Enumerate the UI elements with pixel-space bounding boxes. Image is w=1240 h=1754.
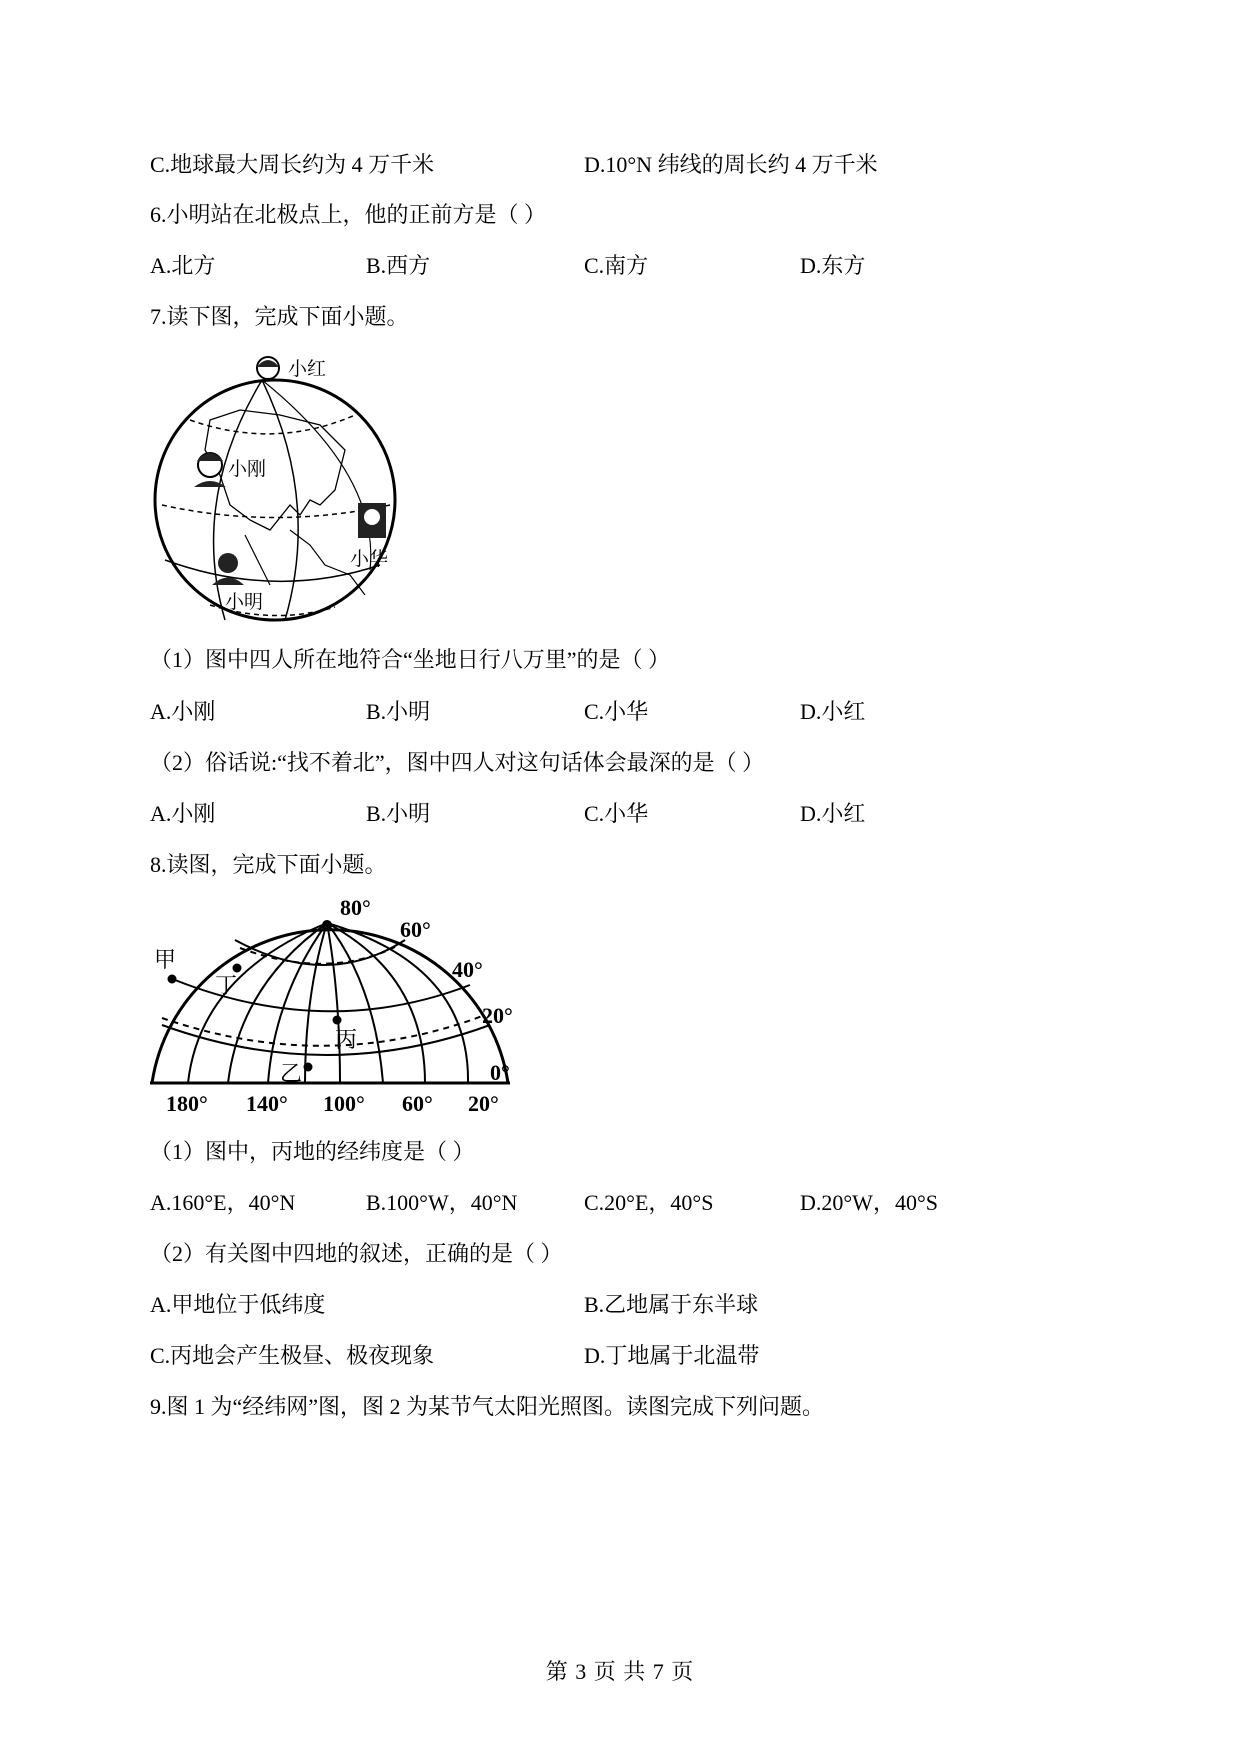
q7-sub2-stem: （2）俗话说:“找不着北”，图中四人对这句话体会最深的是（ ）: [150, 750, 765, 775]
q8-sub1-option-b: B.100°W，40°N: [366, 1190, 518, 1215]
q8-sub2-option-c: C.丙地会产生极昼、极夜现象: [150, 1343, 435, 1368]
q6-option-c: C.南方: [584, 253, 649, 278]
point-jia: [168, 975, 177, 984]
page-number: 第 3 页 共 7 页: [545, 1659, 695, 1684]
q6-option-a: A.北方: [150, 253, 216, 278]
q7-sub2-option-d: D.小红: [800, 801, 866, 826]
graticule-figure: [140, 885, 540, 1130]
lon-label-180: 180°: [166, 1091, 208, 1116]
q8-sub1-option-a: A.160°E，40°N: [150, 1190, 296, 1215]
lat-label-60: 60°: [400, 917, 431, 942]
q7-sub2-option-c: C.小华: [584, 801, 649, 826]
label-bing: 丙: [335, 1028, 358, 1053]
label-yi: 乙: [280, 1062, 303, 1087]
q7-sub1-option-d: D.小红: [800, 699, 866, 724]
lon-label-100: 100°: [323, 1091, 365, 1116]
q7-sub1-option-c: C.小华: [584, 699, 649, 724]
label-ding: 丁: [215, 974, 238, 999]
q7-sub2-option-a: A.小刚: [150, 801, 216, 826]
point-bing: [333, 1016, 342, 1025]
label-jia: 甲: [154, 948, 177, 973]
lon-label-20: 20°: [468, 1091, 499, 1116]
q8-sub1-option-c: C.20°E，40°S: [584, 1190, 714, 1215]
q8-stem: 8.读图，完成下面小题。: [150, 852, 387, 877]
q7-sub1-stem: （1）图中四人所在地符合“坐地日行八万里”的是（ ）: [150, 647, 671, 672]
q7-sub1-option-b: B.小明: [366, 699, 431, 724]
q6-option-b: B.西方: [366, 253, 431, 278]
lat-label-40: 40°: [452, 957, 483, 982]
lon-label-60: 60°: [402, 1091, 433, 1116]
q8-sub2-option-b: B.乙地属于东半球: [584, 1292, 759, 1317]
q8-sub2-option-d: D.丁地属于北温带: [584, 1343, 760, 1368]
q8-sub2-option-a: A.甲地位于低纬度: [150, 1292, 326, 1317]
label-xiaohua: 小华: [350, 548, 389, 570]
lon-label-140: 140°: [246, 1091, 288, 1116]
point-ding: [233, 964, 242, 973]
q6-stem: 6.小明站在北极点上，他的正前方是（ ）: [150, 202, 547, 227]
label-xiaoming: 小明: [225, 591, 264, 613]
q6-option-d: D.东方: [800, 253, 866, 278]
q8-sub1-stem: （1）图中，丙地的经纬度是（ ）: [150, 1139, 475, 1164]
label-xiaogang: 小刚: [228, 458, 267, 480]
q7-stem: 7.读下图，完成下面小题。: [150, 304, 409, 329]
label-xiaohong: 小红: [288, 358, 327, 380]
q7-sub2-option-b: B.小明: [366, 801, 431, 826]
lat-label-20: 20°: [482, 1003, 513, 1028]
q9-stem: 9.图 1 为“经纬网”图，图 2 为某节气太阳光照图。读图完成下列问题。: [150, 1394, 825, 1419]
person-xiaohua-icon: [358, 503, 386, 538]
q5-option-d: D.10°N 纬线的周长约 4 万千米: [584, 152, 878, 177]
lat-label-80: 80°: [340, 895, 371, 920]
q5-option-c: C.地球最大周长约为 4 万千米: [150, 152, 435, 177]
lat-label-0: 0°: [490, 1060, 510, 1085]
person-xiaohong-icon: [257, 357, 279, 379]
q8-sub1-option-d: D.20°W，40°S: [800, 1190, 938, 1215]
q7-sub1-option-a: A.小刚: [150, 699, 216, 724]
globe-figure: [150, 355, 410, 630]
point-yi: [304, 1063, 313, 1072]
q8-sub2-stem: （2）有关图中四地的叙述，正确的是（ ）: [150, 1241, 563, 1266]
